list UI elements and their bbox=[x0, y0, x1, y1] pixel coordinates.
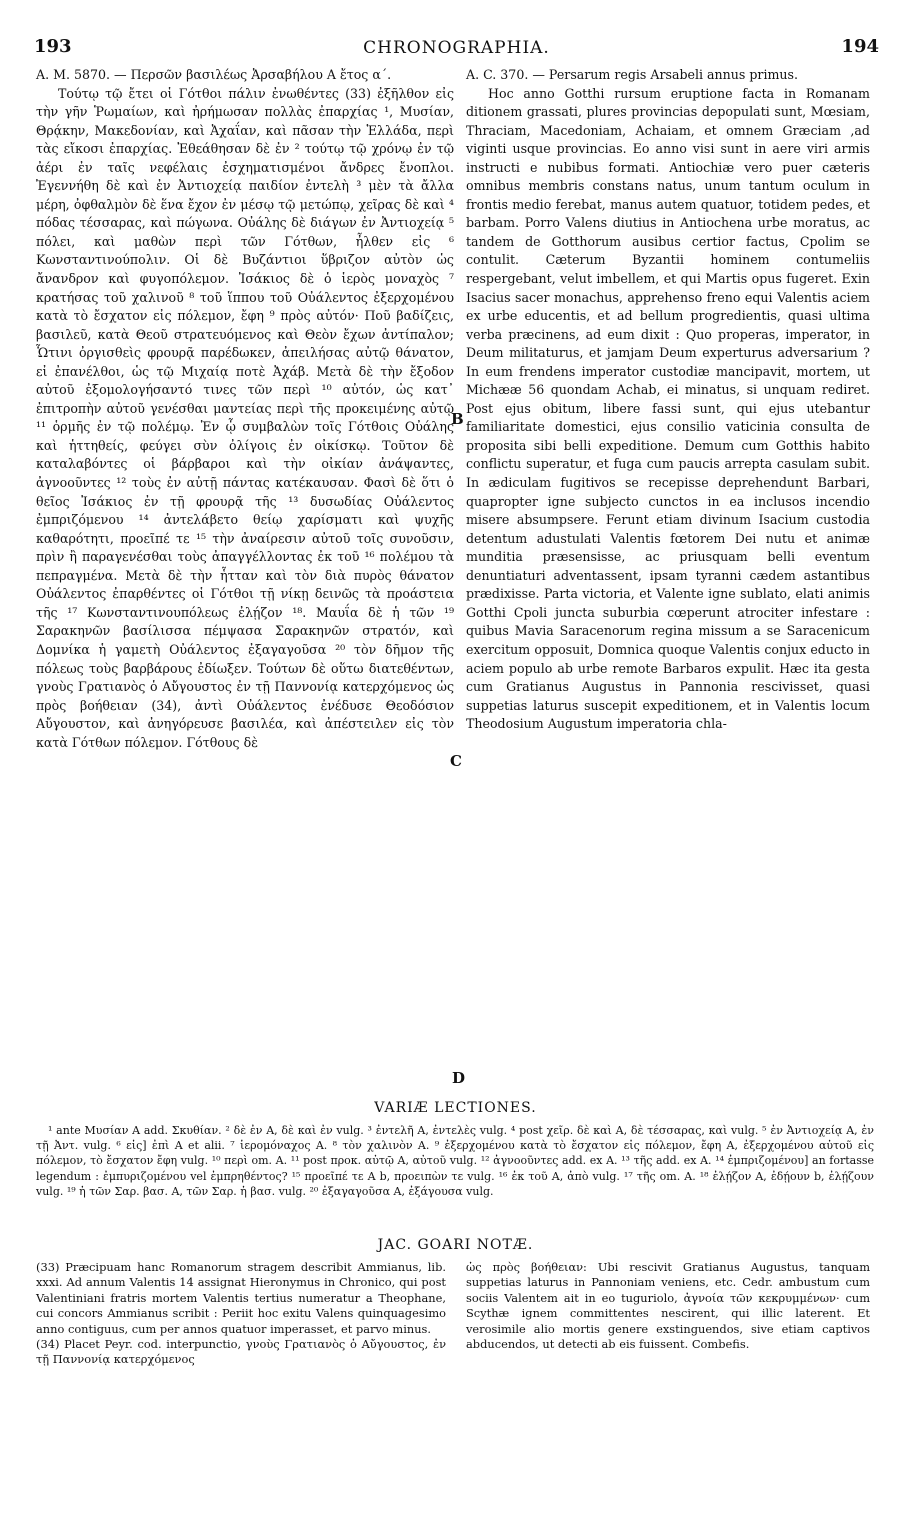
latin-column bbox=[466, 66, 870, 734]
note-34-continued: ὡς πρὸς βοήθειαν: Ubi rescivit Gratianus Augustus, tanquam suppetias laturus in Pannoniam veniens, etc. Cedr. ambustum cum sociis Valentem ait in eo tuguriolo, ἀγνοία τῶν κεκρυμμένων· cum Scythæ ignem committentes nescirent, qui illic laterent. Et verosimile alio mortis genere exstinguendos, sive etiam captivos abducendos, ut detecti ab eis fuissent. Combefis. bbox=[466, 1260, 870, 1352]
latin-text: Hoc anno Gotthi rursum eruptione facta in Romanam ditionem grassati, plures provincias depopulati sunt, Mœsiam, Thraciam, Macedoniam, Achaiam, et omnem Græciam ,ad viginti usque provincias. Eo anno visi sunt in aere viri armis instructi e nubibus formati. Antiochiæ vero puer cæteris omnibus membris constans natus, unum tantum oculum in frontis medio ferebat, manus autem quatuor, totidem pedes, et barbam. Porro Valens diutius in Antiochena urbe moratus, ac tandem de Gotthorum ausibus certior factus, Cpolim se contulit. Cæterum Byzantii hominem contumeliis respergebant, velut imbellem, et qui Martis opus fugeret. Exin Isacius sacer monachus, apprehenso freno equi Valentis aciem ex urbe educentis, et ad bellum progredientis, quasi ultima verba præcinens, ad eum dixit : Quo properas, imperator, in Deum militaturus, et jamjam Deum experturus adversarium ? In eum frendens imperator custodiæ mancipavit, mortem, ut Michææ 56 quondam Achab, ei minatus, si unquam rediret. Post ejus obitum, libere fassi sunt, qui ejus utebantur familiaritate domestici, ejus consilio vaticinia consulta de proposita sibi belli expeditione. Demum cum Gotthis habito conflictu superatur, et fuga cum paucis arrepta casulam subit. In ædiculam fugitivos se recepisse deprehendunt Barbari, quapropter igne subjecto cunctos in ea inclusos incendio misere absumpsere. Ferunt etiam divinum Isacium custodia detentum adustulati Valentis fœtorem Dei nutu et animæ munditia præsensisse, ac priusquam belli eventum denuntiaturi adventassent, ipsam tyranni cædem astantibus prædixisse. Parta victoria, et Valente igne sublato, elati animis Gotthi Cpoli juncta suburbia cœperunt atrociter infestare : quibus Mavia Saracenorum regina missum a se Saracenicum exercitum opposuit, Domnica quoque Valentis conjux educto in aciem populo ab urbe remote Barbaros expulit. Hæc ita gesta cum Gratianus Augustus in Pannonia rescivisset, quasi suppetias laturus suscepit expeditionem, et in Valentis locum Theodosium Augustum imperatoria chla- bbox=[466, 85, 870, 732]
page-header bbox=[34, 36, 879, 60]
notes-right-column bbox=[466, 1260, 870, 1352]
variae-lectiones-text: ¹ ante Μυσίαν A add. Σκυθίαν. ² δὲ ἐν A, δὲ καὶ ἐν vulg. ³ ἐντελῆ A, ἐντελὲς vulg. ⁴ post χεῖρ. δὲ καὶ A, δὲ τέσσαρας, καὶ vulg. ⁵ ἐν Ἀντιοχείᾳ A, ἐν τῇ Ἀντ. vulg. ⁶ εἰς] ἐπὶ A et alii. ⁷ ἱερομόναχος A. ⁸ τὸν χαλινὸν A. ⁹ ἐξερχομένου κατὰ τὸ ἔσχατον εἰς πόλεμον, ἔφη A, ἐξερχομένου αὐτοῦ εἰς πόλεμον, τὸ ἔσχατον ἔφη vulg. ¹⁰ περὶ om. A. ¹¹ post προκ. αὐτῷ A, αὐτοῦ vulg. ¹² ἀγνοοῦντες add. ex A. ¹³ τῆς add. ex A. ¹⁴ ἐμπριζομένου] an fortasse legendum : ἐμπυριζομένου vel ἐμπρηθέντος? ¹⁵ προεῖπέ τε A b, προειπὼν τε vulg. ¹⁶ ἐκ τοῦ A, ἀπὸ vulg. ¹⁷ τῆς om. A. ¹⁸ ἐλῄζον A, ἐδῄουν b, ἐλῄζουν vulg. ¹⁹ ἡ τῶν Σαρ. βασ. A, τῶν Σαρ. ἡ βασ. vulg. ²⁰ ἐξαγαγοῦσα A, ἐξάγουσα vulg. bbox=[36, 1124, 874, 1198]
notes-title: JAC. GOARI NOTÆ. bbox=[377, 1237, 534, 1253]
note-34: (34) Placet Peyr. cod. interpunctio, γνοὺς Γρατιανὸς ὁ Αὔγουστος, ἐν τῇ Παννονίᾳ κατερχόμενος bbox=[36, 1337, 446, 1367]
variae-lectiones-title: VARIÆ LECTIONES. bbox=[374, 1100, 537, 1116]
variae-lectiones bbox=[36, 1123, 874, 1199]
note-33: (33) Præcipuam hanc Romanorum stragem describit Ammianus, lib. xxxi. Ad annum Valentis 14 assignat Hieronymus in Chronico, qui post Valentiniani fratris mortem Valentis tertius numeratur a Theophane, cui concors Ammianus scribit : Periit hoc exitu Valens quinquagesimo anno contiguus, cum per annos quatuor imperasset, et parvo minus. bbox=[36, 1260, 446, 1336]
latin-year-heading: A. C. 370. — Persarum regis Arsabeli annus primus. bbox=[466, 67, 798, 82]
greek-year-heading: A. M. 5870. — Περσῶν βασιλέως Ἀρσαβήλου Α ἔτος α΄. bbox=[36, 67, 392, 82]
greek-column bbox=[36, 66, 454, 752]
margin-marker-d: D bbox=[452, 1069, 466, 1087]
margin-marker-b: B bbox=[451, 410, 464, 428]
page-number-left: 193 bbox=[34, 36, 72, 57]
running-title: CHRONOGRAPHIA. bbox=[363, 38, 550, 58]
greek-text: Τούτῳ τῷ ἔτει οἱ Γότθοι πάλιν ἐνωθέντες (33) ἐξῆλθον εἰς τὴν γῆν Ῥωμαίων, καὶ ἠρήμωσαν πολλὰς ἐπαρχίας ¹, Μυσίαν, Θρᾴκην, Μακεδονίαν, καὶ Ἀχαΐαν, καὶ πᾶσαν τὴν Ἑλλάδα, περὶ τὰς εἴκοσι ἐπαρχίας. Ἐθεάθησαν δὲ ἐν ² τούτῳ τῷ χρόνῳ ἐν τῷ ἀέρι ἐν ταῖς νεφέλαις ἐσχηματισμένοι ἄνδρες ἔνοπλοι. Ἐγεννήθη δὲ καὶ ἐν Ἀντιοχείᾳ παιδίον ἐντελὴ ³ μὲν τὰ ἄλλα μέρη, ὀφθαλμὸν δὲ ἕνα ἔχον ἐν μέσῳ τῷ μετώπῳ, χεῖρας δὲ καὶ ⁴ πόδας τέσσαρας, καὶ πώγωνα. Οὐάλης δὲ διάγων ἐν Ἀντιοχείᾳ ⁵ πόλει, καὶ μαθὼν περὶ τῶν Γότθων, ἦλθεν εἰς ⁶ Κωνσταντινούπολιν. Οἱ δὲ Βυζάντιοι ὕβριζον αὐτὸν ὡς ἄνανδρον καὶ φυγοπόλεμον. Ἰσάκιος δὲ ὁ ἱερὸς μοναχὸς ⁷ κρατήσας τοῦ χαλινοῦ ⁸ τοῦ ἵππου τοῦ Οὐάλεντος ἐξερχομένου κατὰ τὸ ἔσχατον εἰς πόλεμον, ἔφη ⁹ πρὸς αὐτόν· Ποῦ βαδίζεις, βασιλεῦ, κατὰ Θεοῦ στρατευόμενος καὶ Θεὸν ἔχων ἀντίπαλον; Ὧτινι ὀργισθεὶς φρουρᾷ παρέδωκεν, ἀπειλήσας αὐτῷ θάνατον, εἰ ἐπανέλθοι, ὡς τῷ Μιχαίᾳ ποτὲ Ἀχάβ. Μετὰ δὲ τὴν ἔξοδον αὐτοῦ ἐξομολογήσαντό τινες τῶν περὶ ¹⁰ αὐτόν, ὡς κατ᾽ ἐπιτροπὴν αὐτοῦ γενέσθαι μαντείας περὶ τῆς προκειμένης αὐτῷ ¹¹ ὁρμῆς ἐν τῷ πολέμῳ. Ἐν ᾧ συμβαλὼν τοῖς Γότθοις Οὐάλης καὶ ἡττηθείς, φεύγει σὺν ὀλίγοις ἐν οἰκίσκῳ. Τοῦτον δὲ καταλαβόντες οἱ βάρβαροι καὶ τὴν οἰκίαν ἀνάψαντες, ἀγνοοῦντες ¹² τοὺς ἐν αὐτῇ πάντας κατέκαυσαν. Φασὶ δὲ ὅτι ὁ θεῖος Ἰσάκιος ἐν τῇ φρουρᾷ τῆς ¹³ δυσωδίας Οὐάλεντος ἐμπριζόμενου ¹⁴ ἀντελάβετο θείῳ χαρίσματι καὶ ψυχῆς καθαρότητι, προεῖπέ τε ¹⁵ τὴν ἀναίρεσιν αὐτοῦ τοῖς συνοῦσιν, πρὶν ἢ παραγενέσθαι τοὺς ἀπαγγέλλοντας ἐκ τοῦ ¹⁶ πολέμου τὰ πεπραγμένα. Μετὰ δὲ τὴν ἧτταν καὶ τὸν διὰ πυρὸς θάνατον Οὐάλεντος ἐπαρθέντες οἱ Γότθοι τῇ νίκῃ δεινῶς τὰ προάστεια τῆς ¹⁷ Κωνσταντινουπόλεως ἐλῄζον ¹⁸. Μαυΐα δὲ ἡ τῶν ¹⁹ Σαρακηνῶν βασίλισσα πέμψασα Σαρακηνῶν στρατόν, καὶ Δομνίκα ἡ γαμετὴ Οὐάλεντος ἐξαγαγοῦσα ²⁰ τὸν δῆμον τῆς πόλεως τοὺς βαρβάρους ἐδίωξεν. Τούτων δὲ οὕτω διατεθέντων, γνοὺς Γρατιανὸς ὁ Αὔγουστος ἐν τῇ Παννονίᾳ κατερχόμενος ὡς πρὸς βοήθειαν (34), ἀντὶ Οὐάλεντος ἐνέδυσε Θεοδόσιον Αὔγουστον, καὶ ἀνηγόρευσε βασιλέα, καὶ ἀπέστειλεν εἰς τὸν κατὰ Γότθων πόλεμον. Γότθους δὲ bbox=[36, 85, 454, 750]
notes-left-column bbox=[36, 1260, 446, 1368]
margin-marker-c: C bbox=[450, 752, 462, 770]
page-number-right: 194 bbox=[841, 36, 879, 57]
